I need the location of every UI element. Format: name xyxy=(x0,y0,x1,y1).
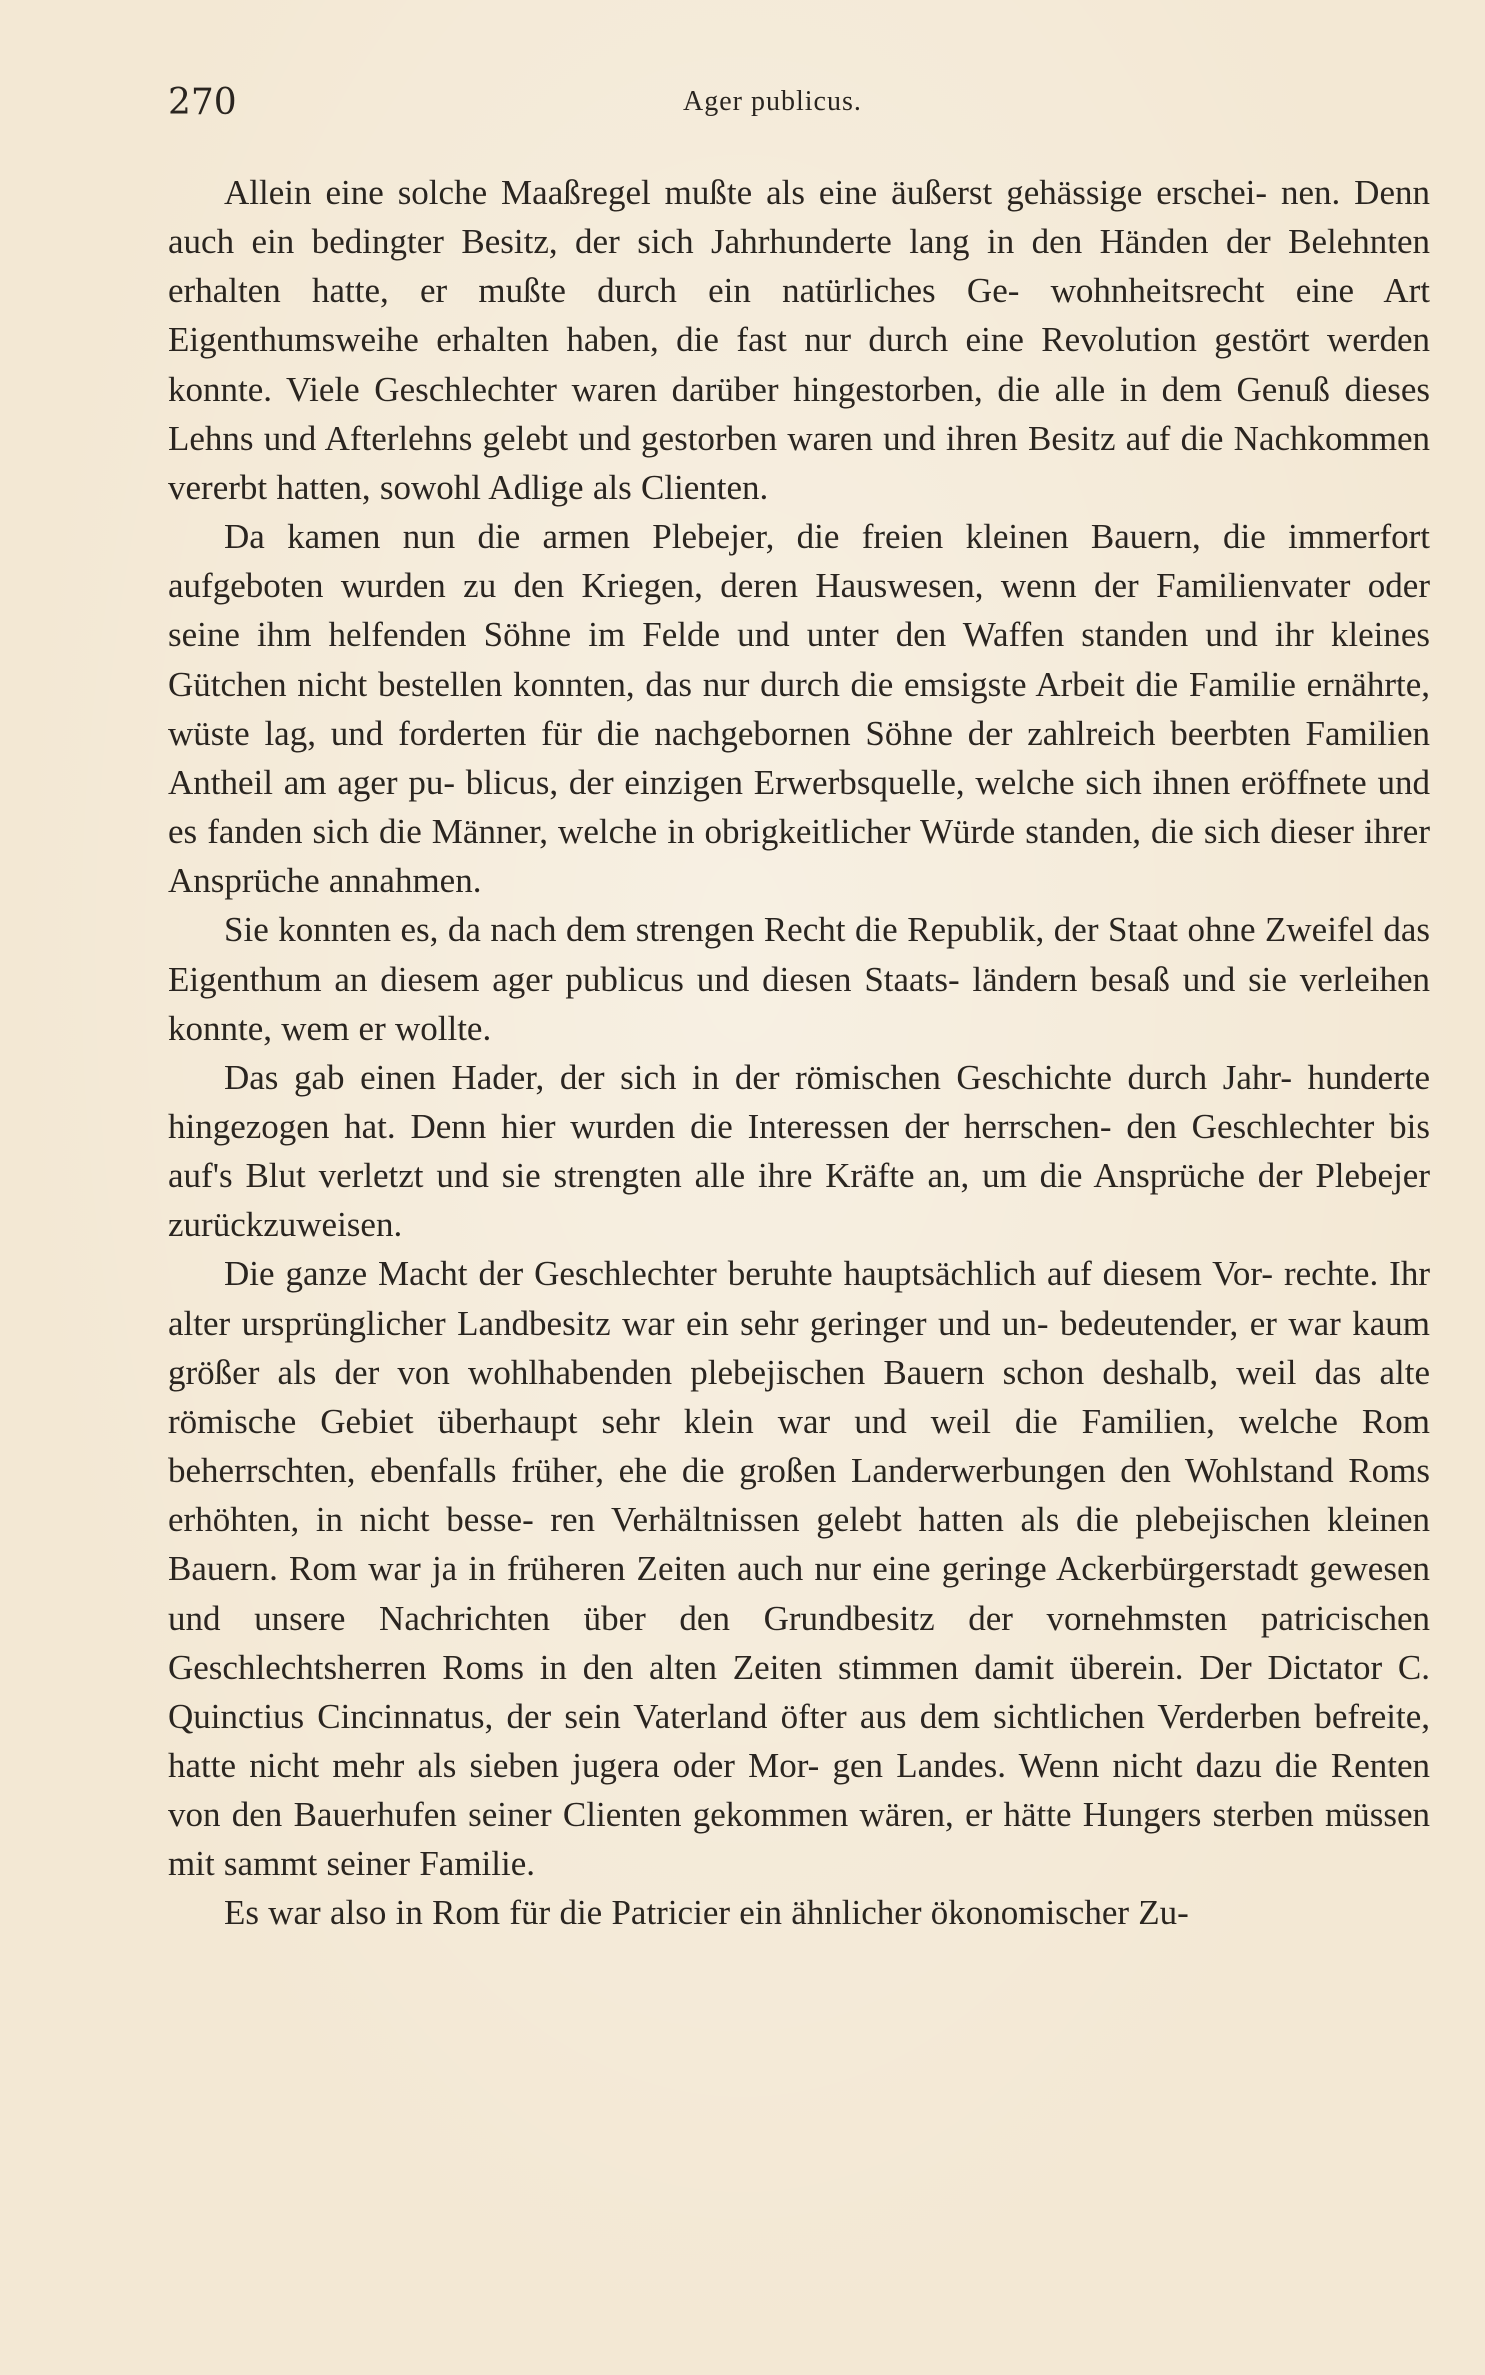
paragraph-2: Da kamen nun die armen Plebejer, die freien kleinen Bauern, die immerfort aufgeboten wurden zu den Kriegen, deren Hauswesen, wenn der Familienvater oder seine ihm helfenden Söhne im Felde und unter den Waffen standen und ihr kleines Gütchen nicht bestellen konnten, das nur durch die emsigste Arbeit die Familie ernährte, wüste lag, und forderten für die nachgebornen Söhne der zahlreich beerbten Familien Antheil am ager pu- blicus, der einzigen Erwerbsquelle, welche sich ihnen eröffnete und es fanden sich die Männer, welche in obrigkeitlicher Würde standen, die sich dieser ihrer Ansprüche annahmen. xyxy=(168,517,1430,901)
paragraph-5: Die ganze Macht der Geschlechter beruhte hauptsächlich auf diesem Vor- rechte. Ihr alter ursprünglicher Landbesitz war ein sehr geringer und un- bedeutender, er war kaum größer als der von wohlhabenden plebejischen Bauern schon deshalb, weil das alte römische Gebiet überhaupt sehr klein war und weil die Familien, welche Rom beherrschten, ebenfalls früher, ehe die großen Landerwerbungen den Wohlstand Roms erhöhten, in nicht besse- ren Verhältnissen gelebt hatten als die plebejischen kleinen Bauern. Rom war ja in früheren Zeiten auch nur eine geringe Ackerbürgerstadt gewesen und unsere Nachrichten über den Grundbesitz der vornehmsten patricischen Geschlechtsherren Roms in den alten Zeiten stimmen damit überein. Der Dictator C. Quinctius Cincinnatus, der sein Vaterland öfter aus dem sichtlichen Verderben befreite, hatte nicht mehr als sieben jugera oder Mor- gen Landes. Wenn nicht dazu die Renten von den Bauerhufen seiner Clienten gekommen wären, er hätte Hungers sterben müssen mit sammt seiner Familie. xyxy=(168,1254,1430,1884)
page-header xyxy=(168,82,1318,126)
paragraph-6: Es war also in Rom für die Patricier ein ähnlicher ökonomischer Zu- xyxy=(224,1893,1189,1933)
paragraph-3: Sie konnten es, da nach dem strengen Recht die Republik, der Staat ohne Zweifel das Eigenthum an diesem ager publicus und diesen Staats- ländern besaß und sie verleihen konnte, wem er wollte. xyxy=(168,910,1430,1048)
running-head: Ager publicus. xyxy=(683,86,862,117)
paragraph-4: Das gab einen Hader, der sich in der römischen Geschichte durch Jahr- hunderte hingezogen hat. Denn hier wurden die Interessen der herrschen- den Geschlechter bis auf's Blut verletzt und sie strengten alle ihre Kräfte an, um die Ansprüche der Plebejer zurückzuweisen. xyxy=(168,1057,1430,1245)
page-number: 270 xyxy=(168,82,237,123)
paragraph-1: Allein eine solche Maaßregel mußte als eine äußerst gehässige erschei- nen. Denn auch ein bedingter Besitz, der sich Jahrhunderte lang in den Händen der Belehnten erhalten hatte, er mußte durch ein natürliches Ge- wohnheitsrecht eine Art Eigenthumsweihe erhalten haben, die fast nur durch eine Revolution gestört werden konnte. Viele Geschlechter waren darüber hingestorben, die alle in dem Genuß dieses Lehns und Afterlehns gelebt und gestorben waren und ihren Besitz auf die Nachkommen vererbt hatten, sowohl Adlige als Clienten. xyxy=(168,173,1430,507)
body-text xyxy=(168,168,1430,1938)
